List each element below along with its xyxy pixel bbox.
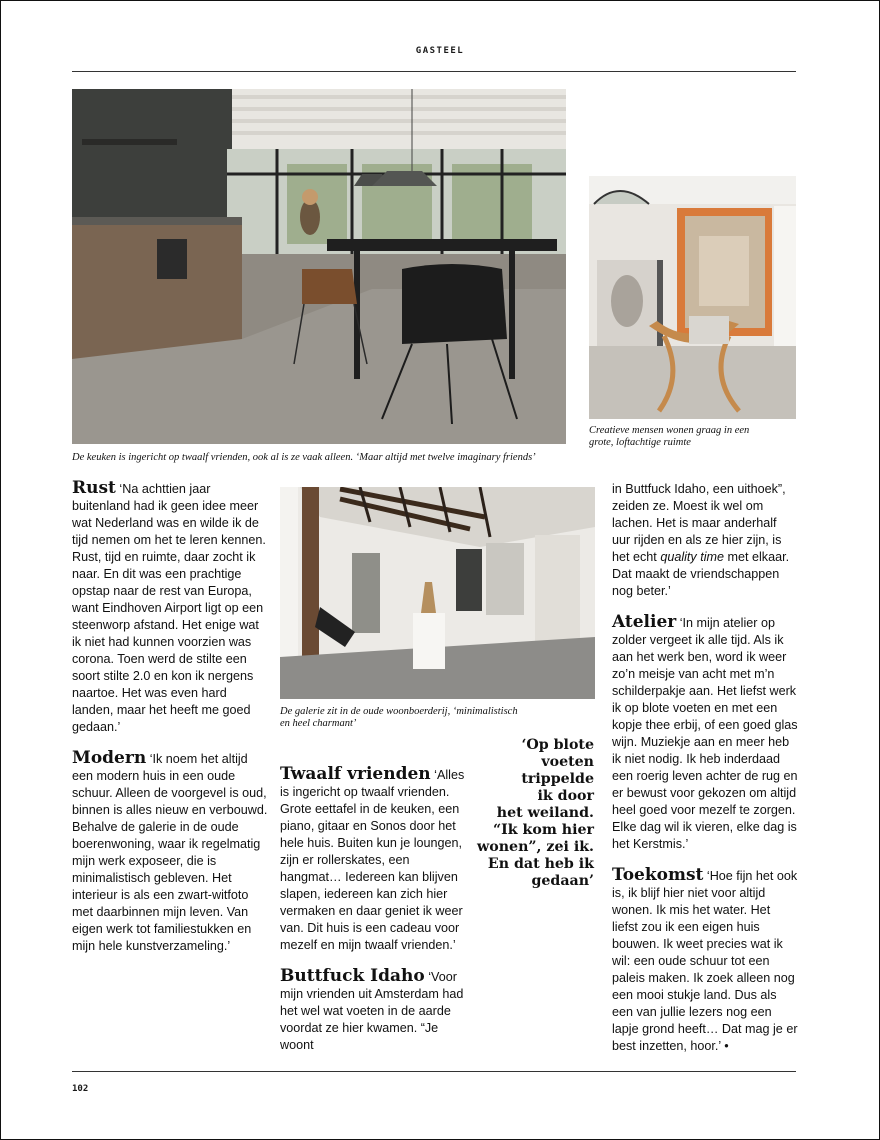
section-modern	[72, 750, 268, 955]
text-buttfuck-cont-italic: quality time	[660, 550, 725, 564]
text-modern: ‘Ik noem het altijd een modern huis in een oude schuur. Alleen de voorgevel is oud, binnen is alles nieuw en verbouwd. Behalve de galerie in de oude boerenwoning, waar ik regelmatig mijn werk exposeer, die is minimalistisch gebleven. Het interieur is als een zwart-witfoto met daarbinnen mijn leven. Van eigen werk tot familiestukken en mijn hele kunstverzameling.’	[72, 752, 268, 953]
column-2	[280, 766, 470, 1068]
pull-quote-line: het weiland.	[496, 805, 594, 821]
lead-modern: Modern	[72, 748, 147, 768]
lead-toekomst: Toekomst	[612, 865, 704, 885]
pull-quote-line: trippelde	[521, 771, 594, 787]
text-atelier: ‘In mijn atelier op zolder vergeet ik alle tijd. Als ik aan het werk ben, word ik weer zo’n meisje van acht met m’n schilderpakje aan. Het liefst werk ik op blote voeten en met een kopje thee erbij, of een goed glas wijn. Muziekje aan en meer heb ik niet nodig. Ik heb inderdaad een roerig leven achter de rug en er bewust voor gekozen om altijd heel goed voor mezelf te zorgen. Elke dag wil ik vieren, elke dag is het Kerstmis.’	[612, 616, 798, 851]
lead-atelier: Atelier	[612, 612, 677, 632]
gallery-photo	[280, 487, 595, 699]
section-rust	[72, 480, 268, 736]
text-rust: ‘Na achttien jaar buitenland had ik geen idee meer wat Nederland was en wilde ik de tijd nemen om het te leren kennen. Rust, tijd en ruimte, daar zocht ik naar. En dit was een prachtige opstap naar de rest van Europa, want Eindhoven Airport ligt op een steenworp afstand. Het enige wat ik niet had kunnen voorzien was corona. Toen werd de stilte een soort stilte 2.0 en kon ik nergens naartoe. Het was even hard landen, maar het heeft me goed gedaan.’	[72, 482, 266, 734]
kitchen-caption: De keuken is ingericht op twaalf vrienden, ook al is ze vaak alleen. ‘Maar altijd met twelve imaginary friends’	[72, 452, 536, 463]
pull-quote-line: wonen”, zei ik.	[477, 839, 594, 855]
text-buttfuck-cont-2: met elkaar. Dat maakt de vriendschappen nog beter.’	[612, 550, 790, 598]
top-rule	[72, 71, 796, 72]
pull-quote-line: ‘Op blote	[521, 737, 594, 753]
lead-buttfuck: Buttfuck Idaho	[280, 966, 425, 986]
text-buttfuck: ‘Voor mijn vrienden uit Amsterdam had het wel wat voeten in de aarde voordat ze hier kwamen. “Je woont	[280, 970, 464, 1052]
section-toekomst	[612, 867, 798, 1055]
kitchen-photo	[72, 89, 566, 444]
pull-quote-line: ik door	[537, 788, 594, 804]
pull-quote	[470, 737, 594, 890]
lead-twaalf: Twaalf vrienden	[280, 764, 431, 784]
column-1	[72, 480, 268, 969]
pull-quote-line: voeten	[541, 754, 594, 770]
text-toekomst: ‘Hoe fijn het ook is, ik blijf hier niet voor altijd wonen. Ik mis het water. Het liefst zou ik een eigen huis bouwen. Ik weet precies wat ik wil: een oude schuur tot een paleis maken. Ik zoek alleen nog een mooi stukje land. Dus als een van jullie lezers nog een lapje grond heeft… Dat mag je er best inzetten, hoor.’ •	[612, 869, 798, 1053]
pull-quote-line: “Ik kom hier	[492, 822, 594, 838]
gallery-caption: De galerie zit in de oude woonboerderij, ‘minimalistisch en heel charmant’	[280, 706, 518, 729]
lead-rust: Rust	[72, 478, 116, 498]
section-buttfuck-continued	[612, 481, 798, 600]
section-atelier	[612, 614, 798, 853]
loft-caption: Creatieve mensen wonen graag in een grote, loftachtige ruimte	[589, 425, 750, 448]
column-3	[612, 481, 798, 1069]
text-buttfuck-cont-1: in Buttfuck Idaho, een uithoek”, zeiden ze. Moest ik wel om lachen. Het is maar anderhalf uur rijden en als ze hier zijn, is het echt	[612, 482, 786, 564]
page-number: 102	[72, 1084, 89, 1094]
loft-photo	[589, 176, 796, 419]
section-header: GASTEEL	[415, 46, 465, 56]
text-twaalf: ‘Alles is ingericht op twaalf vrienden. Grote eettafel in de keuken, een piano, gitaar en Sonos door het hele huis. Buiten kun je loungen, zijn er rollerskates, een hangmat… Iedereen kan blijven slapen, iedereen kan zich hier vermaken en daar geniet ik weer van. Dit huis is een cadeau voor mezelf en mijn twaalf vrienden.’	[280, 768, 465, 952]
pull-quote-line: gedaan’	[531, 873, 594, 889]
bottom-rule	[72, 1071, 796, 1072]
pull-quote-line: En dat heb ik	[487, 856, 594, 872]
section-buttfuck	[280, 968, 470, 1054]
section-twaalf	[280, 766, 470, 954]
